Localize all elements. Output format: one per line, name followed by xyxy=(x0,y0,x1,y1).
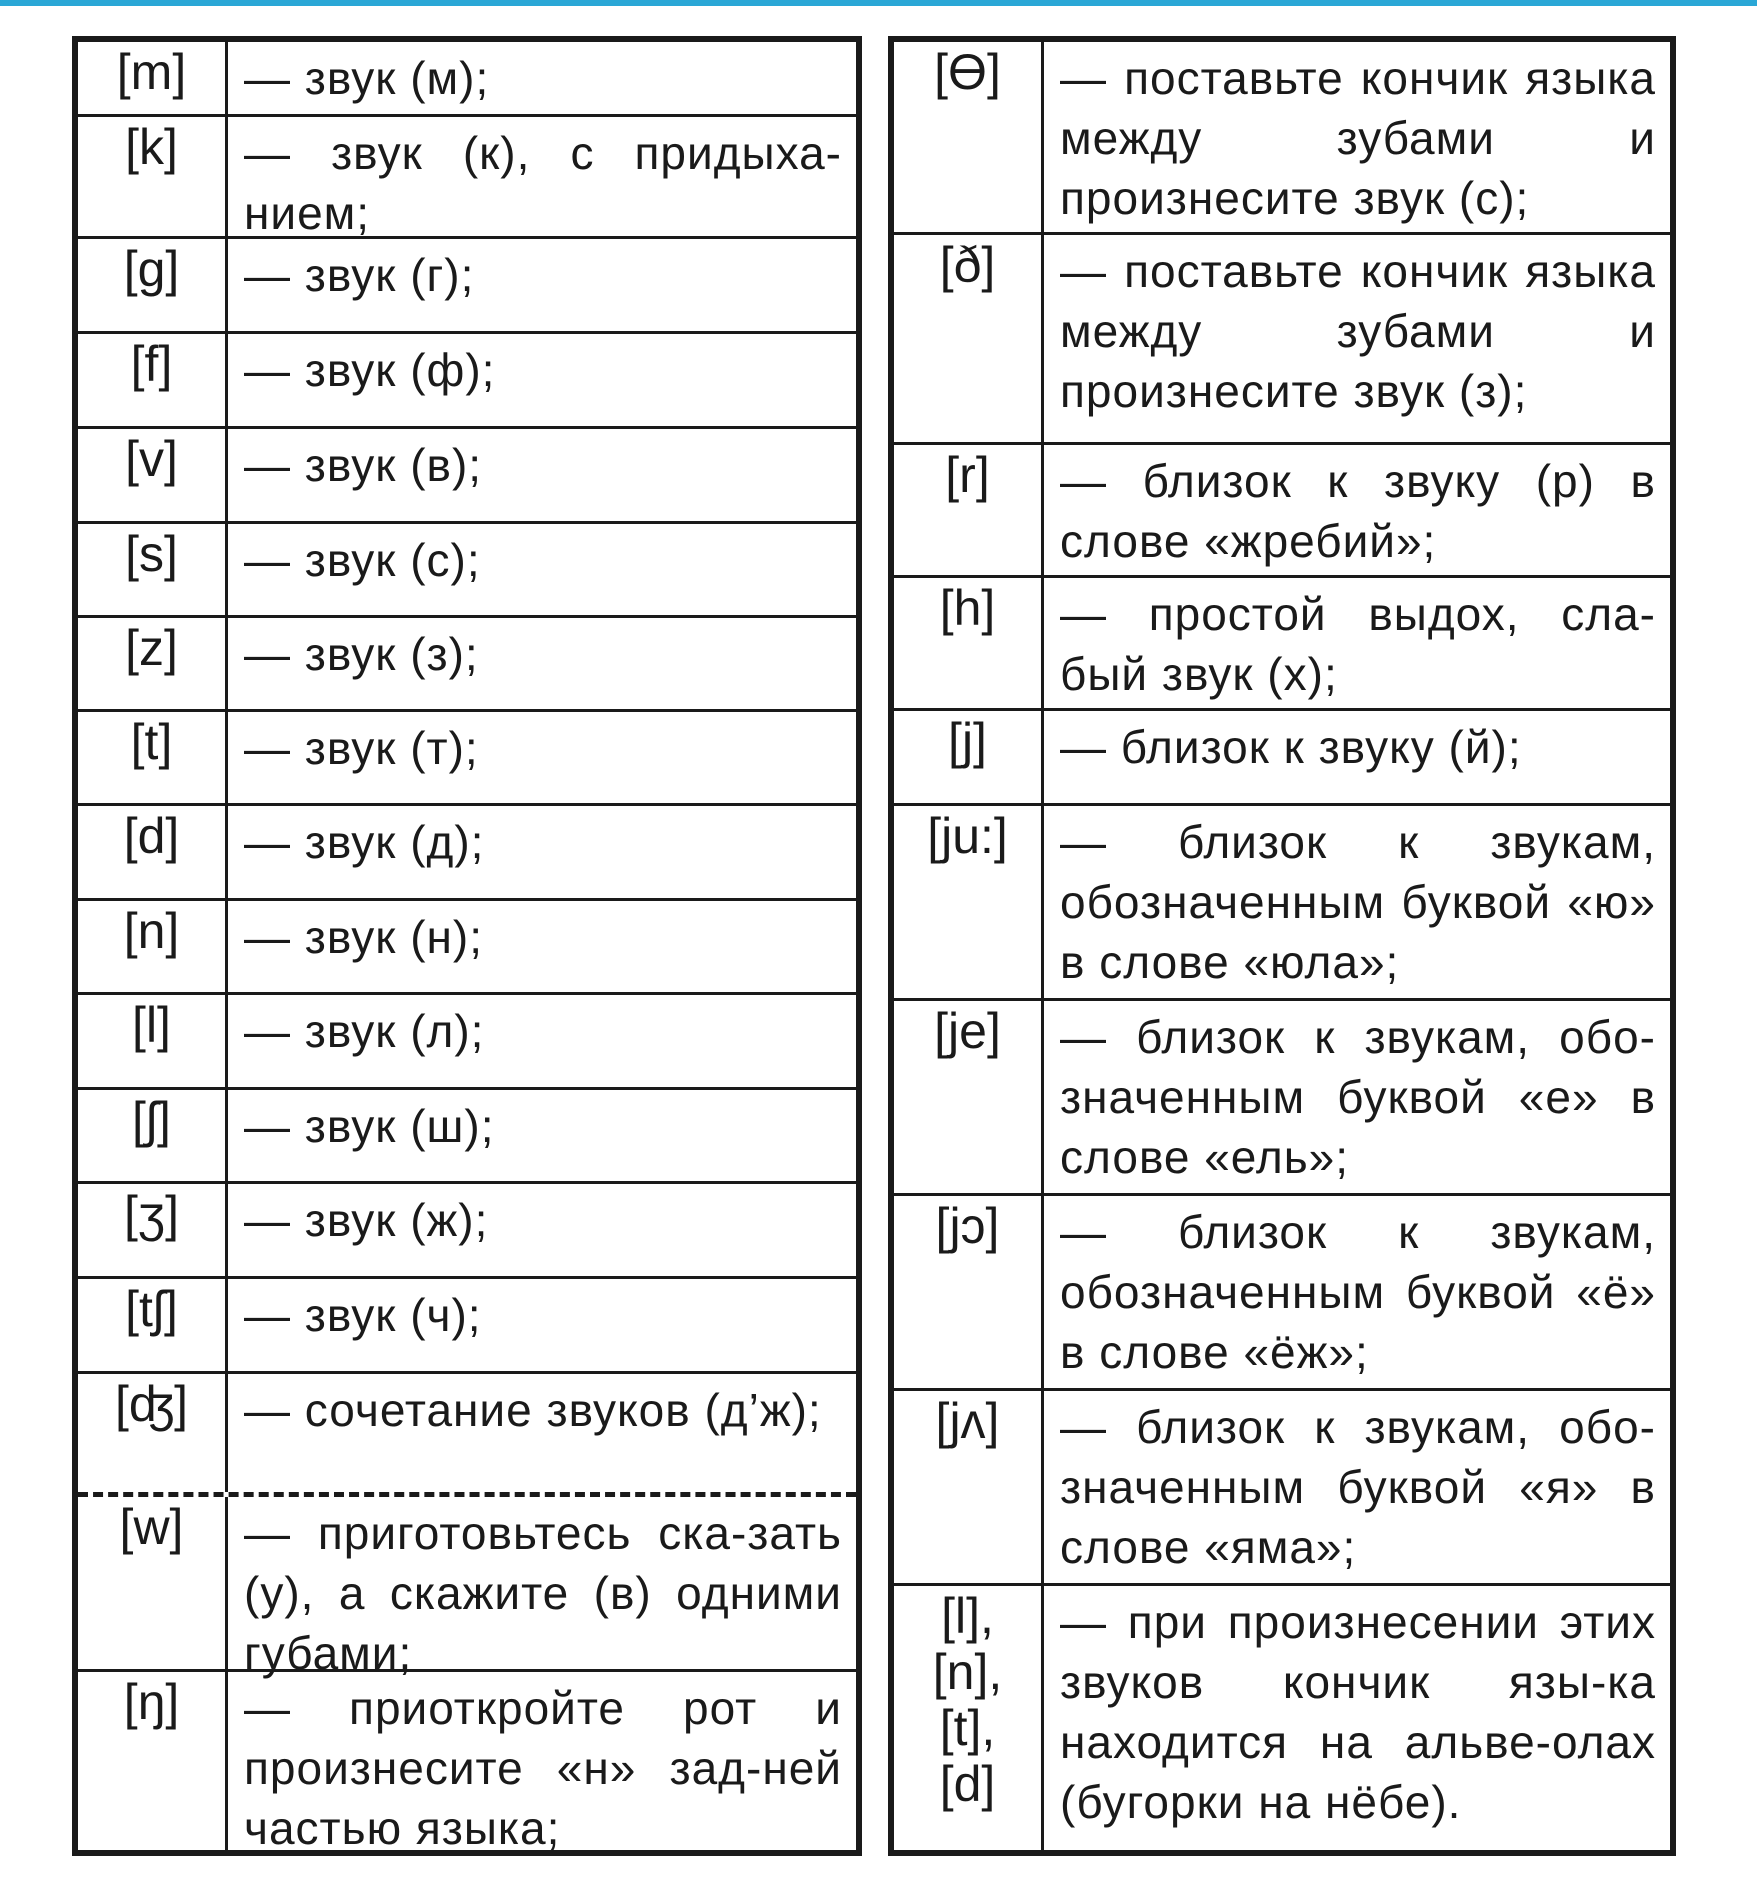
sound-description: — звук (т); xyxy=(244,722,479,774)
phonetic-symbol: [s] xyxy=(78,524,228,615)
table-row xyxy=(78,1184,856,1279)
sound-description: — поставьте кончик языка между зубами и произнесите звук (з); xyxy=(1060,245,1656,417)
phonetic-symbol: [ð] xyxy=(894,235,1044,442)
phonetic-symbol: [n] xyxy=(78,901,228,992)
phonetic-symbol: [v] xyxy=(78,429,228,521)
phonetic-symbol: [k] xyxy=(78,117,228,236)
phonetic-symbol: [ʃ] xyxy=(78,1090,228,1181)
phonetic-symbol: [z] xyxy=(78,618,228,709)
phonetic-symbol: [f] xyxy=(78,334,228,426)
phonetic-symbol: [d] xyxy=(78,806,228,898)
sound-description: — звук (д); xyxy=(244,816,485,868)
sound-description: — простой выдох, сла-бый звук (х); xyxy=(1060,588,1656,700)
sound-description: — звук (ш); xyxy=(244,1100,495,1152)
phonetic-symbol: [jɔ] xyxy=(894,1196,1044,1388)
table-row xyxy=(894,1586,1670,1850)
sound-description: — звук (ж); xyxy=(244,1194,489,1246)
sound-description: — близок к звуку (р) в слове «жребий»; xyxy=(1060,455,1656,567)
phonetic-symbol: [m] xyxy=(78,42,228,114)
table-row xyxy=(78,618,856,712)
table-row xyxy=(894,235,1670,445)
sound-description: — близок к звукам, обо-значенным буквой «е» в слове «ель»; xyxy=(1060,1011,1656,1183)
table-row xyxy=(78,524,856,618)
right-phonetics-table xyxy=(888,36,1676,1856)
sound-description: — звук (г); xyxy=(244,249,475,301)
table-row xyxy=(78,334,856,429)
phonetic-symbol: [h] xyxy=(894,578,1044,708)
table-row xyxy=(894,578,1670,711)
table-row xyxy=(894,42,1670,235)
phonetic-symbol: [g] xyxy=(78,239,228,331)
sound-description: — близок к звукам, обозначенным буквой «ю» в слове «юла»; xyxy=(1060,816,1656,988)
table-row xyxy=(78,239,856,334)
sound-description: — звук (ч); xyxy=(244,1289,482,1341)
phonetic-symbol: [Ө] xyxy=(894,42,1044,232)
sound-description: — близок к звуку (й); xyxy=(1060,721,1522,773)
sound-description: — близок к звукам, обозначенным буквой «ё» в слове «ёж»; xyxy=(1060,1206,1656,1378)
phonetic-symbol: [j] xyxy=(894,711,1044,803)
table-row xyxy=(78,995,856,1090)
sound-description: — приоткройте рот и произнесите «н» зад-ней частью языка; xyxy=(244,1682,842,1854)
sound-description: — звук (ф); xyxy=(244,344,496,396)
left-phonetics-table xyxy=(72,36,862,1856)
phonetic-symbol: [l] xyxy=(78,995,228,1087)
phonetic-symbol: [ʤ] xyxy=(78,1374,228,1492)
table-row xyxy=(894,806,1670,1001)
phonetic-symbol: [ju:] xyxy=(894,806,1044,998)
sound-description: — звук (к), с придыха-нием; xyxy=(244,127,842,239)
table-row xyxy=(78,1090,856,1184)
table-row xyxy=(78,42,856,117)
phonetic-symbol: [l], [n], [t], [d] xyxy=(894,1586,1044,1850)
table-row xyxy=(894,1196,1670,1391)
sound-description: — звук (в); xyxy=(244,439,483,491)
sound-description: — приготовьтесь ска-зать (у), а скажите (в) одними губами; xyxy=(244,1507,842,1679)
table-row xyxy=(894,1001,1670,1196)
table-row xyxy=(894,445,1670,578)
phonetic-symbol: [r] xyxy=(894,445,1044,575)
phonetic-symbol: [t] xyxy=(78,712,228,803)
top-accent-rule xyxy=(0,0,1757,6)
sound-description: — звук (с); xyxy=(244,534,481,586)
table-row xyxy=(78,1374,856,1497)
table-row xyxy=(78,1497,856,1679)
sound-description: — сочетание звуков (д’ж); xyxy=(244,1384,822,1436)
sound-description: — при произнесении этих звуков кончик язы-ка находится на альве-олах (бугорки на нёбе). xyxy=(1060,1596,1656,1828)
table-row xyxy=(894,1391,1670,1586)
phonetic-symbol: [ʒ] xyxy=(78,1184,228,1276)
sound-description: — звук (м); xyxy=(244,52,490,104)
sound-description: — звук (л); xyxy=(244,1005,485,1057)
phonetic-symbol: [jʌ] xyxy=(894,1391,1044,1583)
table-row xyxy=(78,117,856,239)
sound-description: — звук (н); xyxy=(244,911,484,963)
table-row xyxy=(894,711,1670,806)
table-row xyxy=(78,901,856,995)
table-row xyxy=(78,1672,856,1852)
sound-description: — близок к звукам, обо-значенным буквой «я» в слове «яма»; xyxy=(1060,1401,1656,1573)
sound-description: — звук (з); xyxy=(244,628,479,680)
table-row xyxy=(78,806,856,901)
phonetic-symbol: [tʃ] xyxy=(78,1279,228,1371)
phonetic-symbol: [w] xyxy=(78,1497,228,1669)
sound-description: — поставьте кончик языка между зубами и произнесите звук (с); xyxy=(1060,52,1656,224)
phonetic-symbol: [ŋ] xyxy=(78,1672,228,1852)
table-row xyxy=(78,1279,856,1374)
table-row xyxy=(78,712,856,806)
phonetic-symbol: [je] xyxy=(894,1001,1044,1193)
table-row xyxy=(78,429,856,524)
